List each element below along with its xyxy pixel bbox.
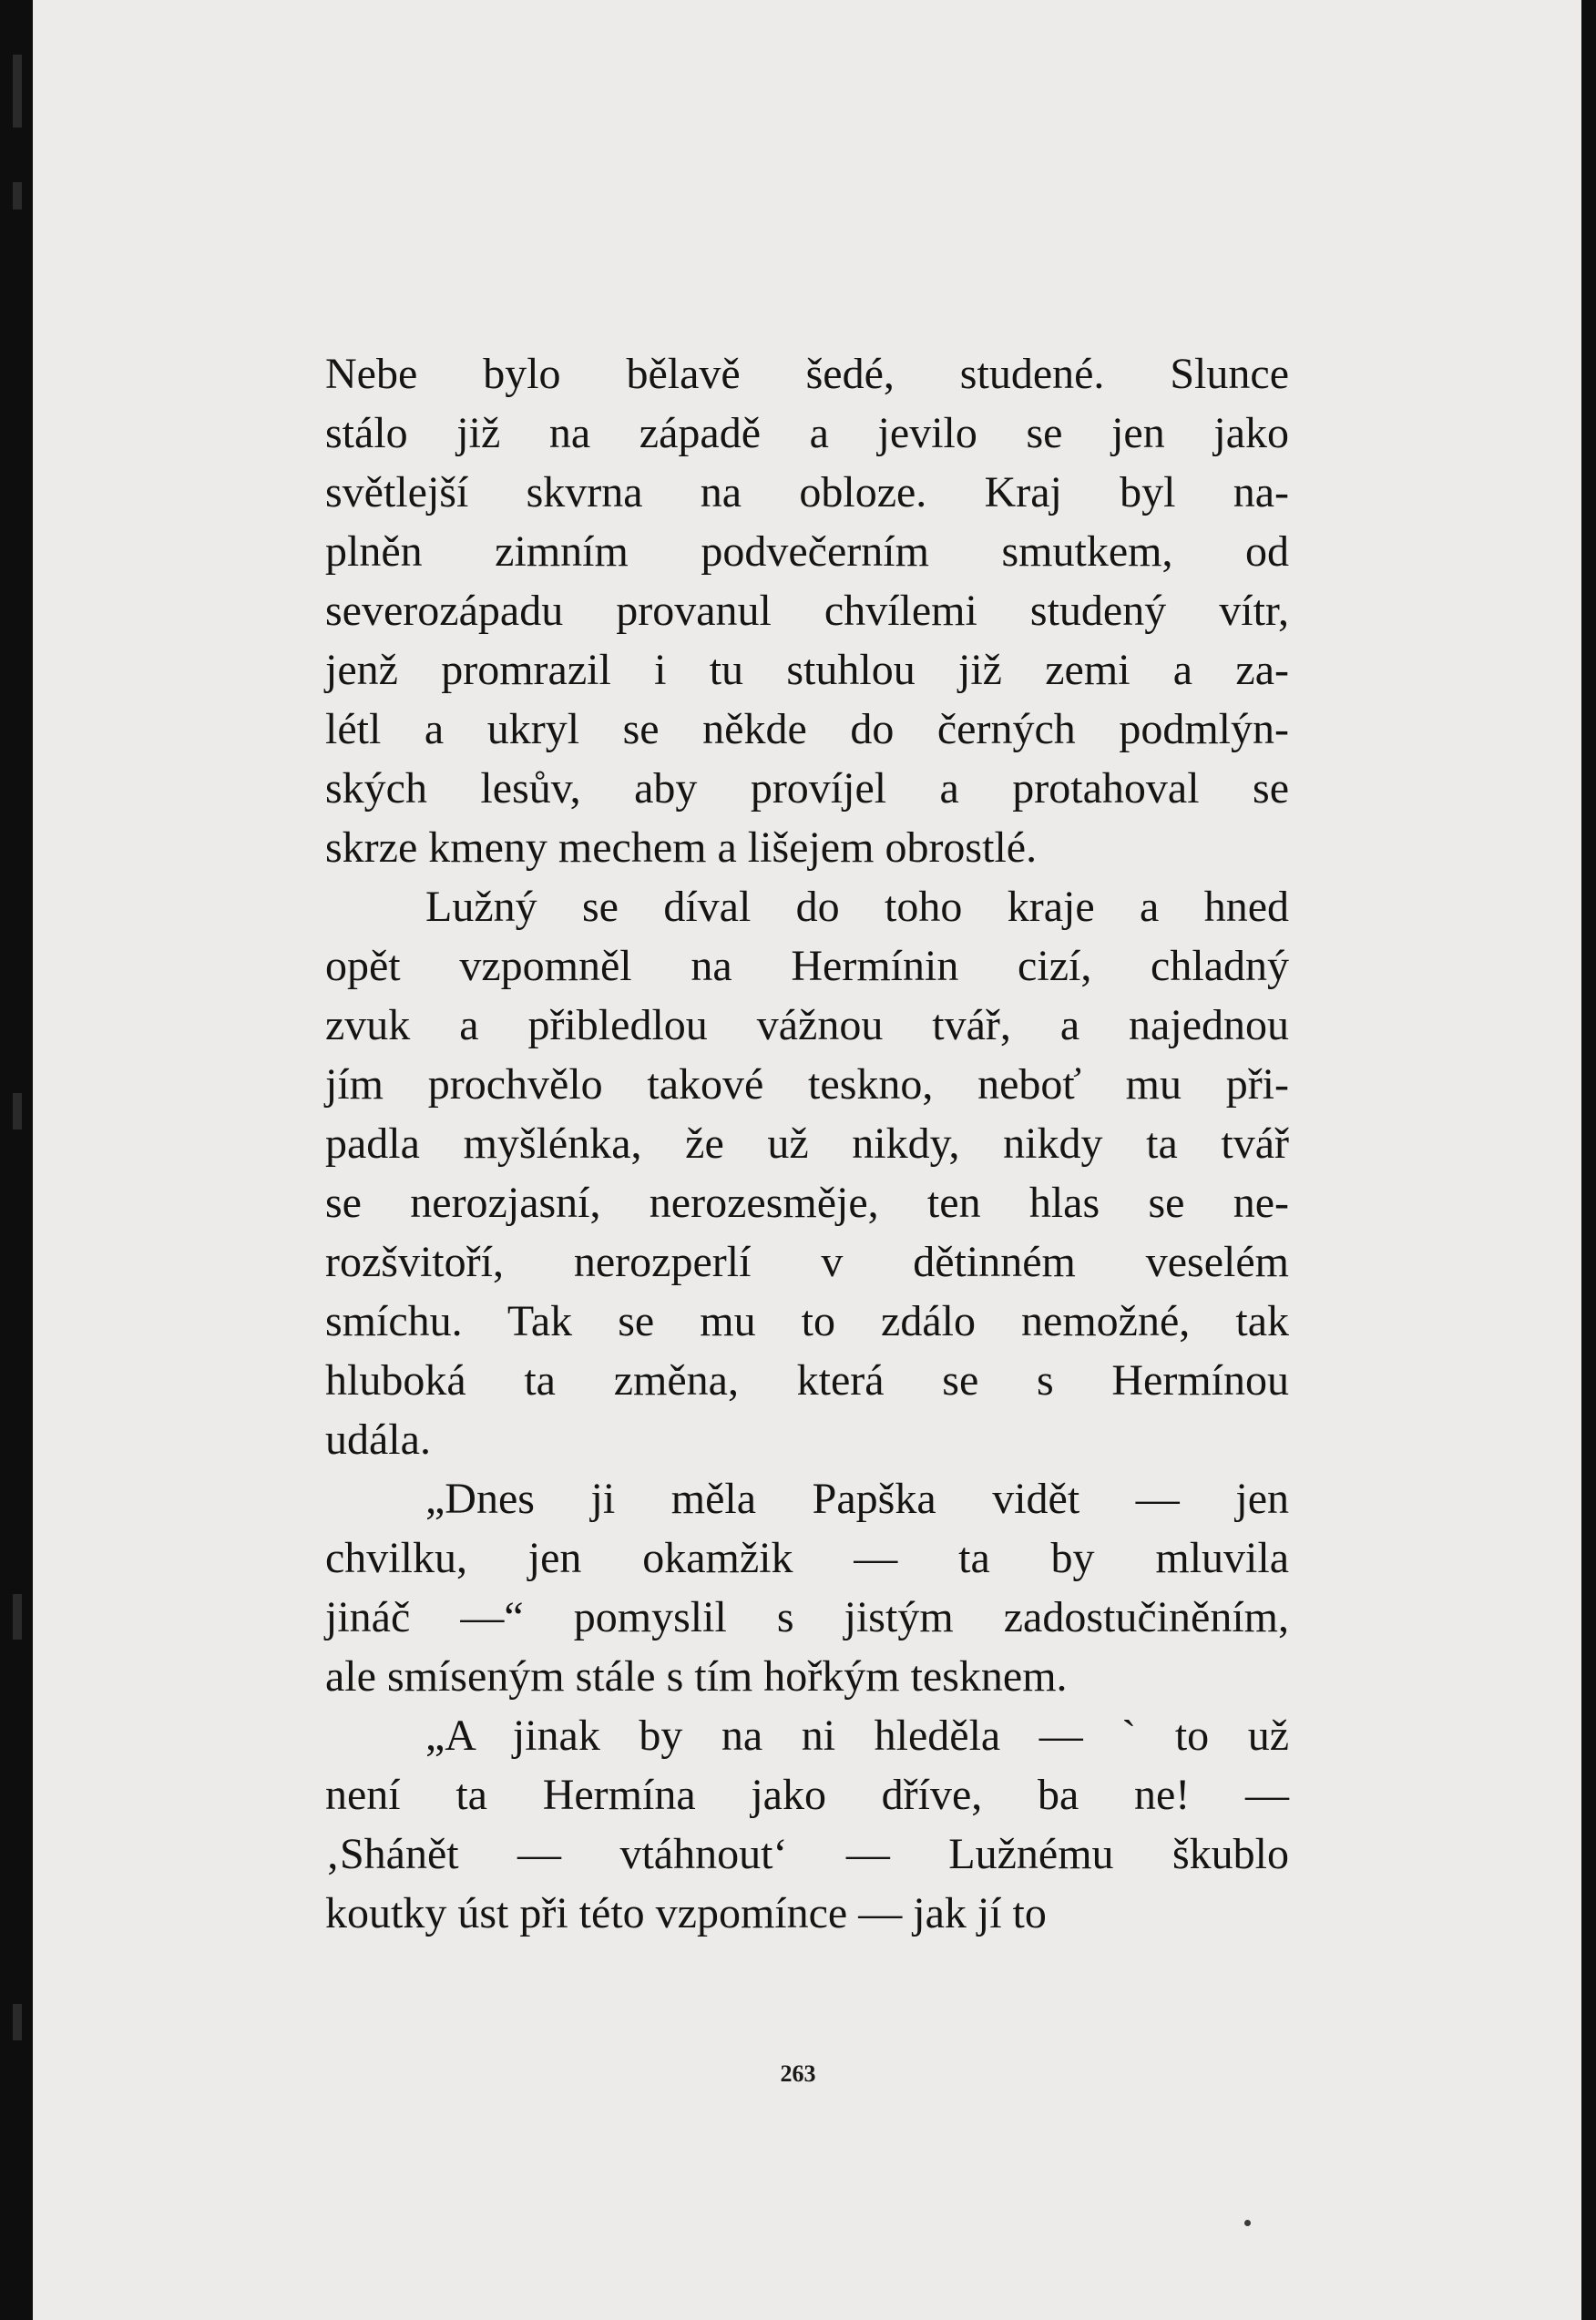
- body-text: [325, 344, 1289, 1943]
- text-line: světlejší skvrna na obloze. Kraj byl na-: [325, 468, 1289, 516]
- binding-edge-mark: [13, 1594, 22, 1640]
- text-line: plněn zimním podvečerním smutkem, od: [325, 527, 1289, 576]
- text-line: „Dnes ji měla Papška vidět — jen: [425, 1475, 1289, 1523]
- text-line: zvuk a přibledlou vážnou tvář, a najednou: [325, 1001, 1289, 1049]
- text-line: není ta Hermína jako dříve, ba ne! —: [325, 1771, 1289, 1819]
- text-line: létl a ukryl se někde do černých podmlýn-: [325, 705, 1289, 753]
- text-line: jináč —“ pomyslil s jistým zadostučiněním,: [325, 1593, 1289, 1641]
- binding-edge-mark: [13, 182, 22, 210]
- text-line: padla myšlénka, že už nikdy, nikdy ta tvář: [325, 1119, 1289, 1168]
- print-speck: [1244, 2220, 1251, 2226]
- text-line: ale smíseným stále s tím hořkým tesknem.: [325, 1652, 1068, 1701]
- text-line: Lužný se díval do toho kraje a hned: [425, 883, 1289, 931]
- text-line: udála.: [325, 1416, 431, 1464]
- text-line: se nerozjasní, nerozesměje, ten hlas se ne-: [325, 1179, 1289, 1227]
- text-line: skrze kmeny mechem a lišejem obrostlé.: [325, 823, 1038, 872]
- paragraph: [325, 877, 1289, 1469]
- binding-edge-mark: [13, 2004, 22, 2040]
- text-line: chvilku, jen okamžik — ta by mluvila: [325, 1534, 1289, 1582]
- text-line: smíchu. Tak se mu to zdálo nemožné, tak: [325, 1297, 1289, 1345]
- text-line: opět vzpomněl na Hermínin cizí, chladný: [325, 942, 1289, 990]
- text-line: ‚Shánět — vtáhnout‘ — Lužnému škublo: [325, 1830, 1289, 1878]
- paragraph: [325, 344, 1289, 877]
- text-line: stálo již na západě a jevilo se jen jako: [325, 409, 1289, 457]
- text-line: jenž promrazil i tu stuhlou již zemi a za-: [325, 646, 1289, 694]
- text-line: koutky úst při této vzpomínce — jak jí to: [325, 1889, 1047, 1937]
- binding-edge-mark: [13, 55, 22, 128]
- text-line: ských lesův, aby províjel a protahoval se: [325, 764, 1289, 813]
- text-line: „A jinak by na ni hleděla — ` to už: [425, 1712, 1289, 1760]
- binding-edge-mark: [13, 1093, 22, 1129]
- text-line: Nebe bylo bělavě šedé, studené. Slunce: [325, 350, 1289, 398]
- text-line: jím prochvělo takové teskno, neboť mu při-: [325, 1060, 1289, 1109]
- page-number: 263: [780, 2060, 816, 2087]
- text-line: rozšvitoří, nerozperlí v dětinném veselém: [325, 1238, 1289, 1286]
- text-line: severozápadu provanul chvílemi studený vítr,: [325, 587, 1289, 635]
- paragraph: [325, 1469, 1289, 1706]
- paragraph: [325, 1706, 1289, 1943]
- text-line: hluboká ta změna, která se s Hermínou: [325, 1356, 1289, 1405]
